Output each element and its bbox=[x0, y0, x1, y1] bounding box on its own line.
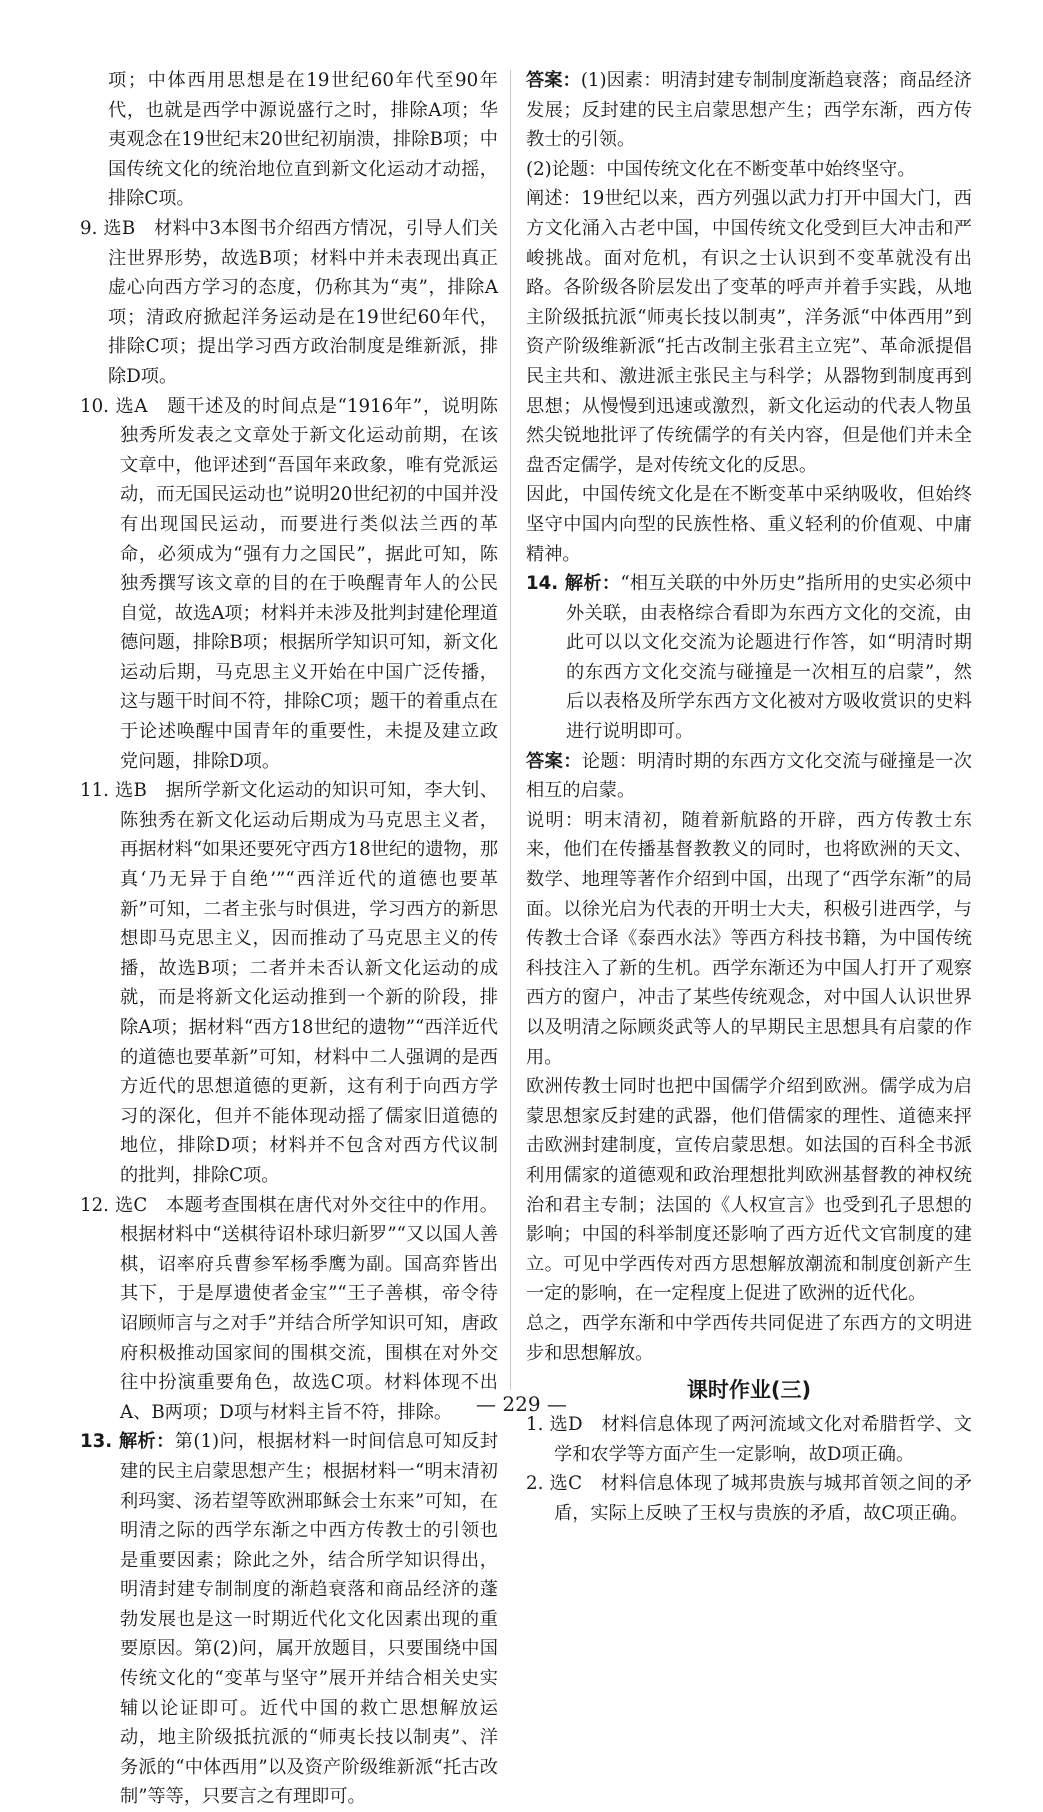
answer-item-10: 10. 选A 题干述及的时间点是“1916年”，说明陈独秀所发表之文章处于新文化运动前期，在该文章中，他评述到“吾国年来政象，唯有党派运动，而无国民运动也”说明20世纪初的中国并没有出现国民运动，而要进行类似法兰西的革命，必须成为“强有力之国民”，据此可知，陈独秀撰写该文章的目的在于唤醒青年人的公民自觉，故选A项；材料并未涉及批判封建伦理道德问题，排除B项；根据所学知识可知，新文化运动后期，马克思主义开始在中国广泛传播，这与题干时间不符，排除C项；题干的着重点在于论述唤醒中国青年的重要性，未提及建立政党问题，排除D项。 bbox=[80, 395, 499, 772]
answer-item-14 bbox=[526, 569, 972, 747]
answer-item-12: 12. 选C 本题考查围棋在唐代对外交往中的作用。根据材料中“送棋待诏朴球归新罗”“又以国人善棋，诏率府兵曹参军杨季鹰为副。国高弈皆出其下，于是厚遗使者金宝”“王子善棋，帝令待诏顾师言与之对手”并结合所学知识可知，唐政府积极推动国家间的围棋交流，围棋在对外交往中扮演重要角色，故选C项。材料体现不出A、B两项；D项与材料主旨不符，排除。 bbox=[80, 1194, 498, 1423]
answer-13-part3: 阐述：19世纪以来，西方列强以武力打开中国大门，西方文化涌入古老中国，中国传统文化受到巨大冲击和严峻挑战。面对危机，有识之士认识到不变革就没有出路。各阶级各阶层发出了变革的呼声并着手实践，从地主阶级抵抗派“师夷长技以制夷”，洋务派“中体西用”到资产阶级维新派“托古改制主张君主立宪”、革命派提倡民主共和、激进派主张民主与科学；从器物到制度再到思想；从慢慢到迅速或激烈，新文化运动的代表人物虽然尖锐地批评了传统儒学的有关内容，但是他们并未全盘否定儒学，是对传统文化的反思。 bbox=[526, 188, 972, 476]
answer-item-11: 11. 选B 据所学新文化运动的知识可知，李大钊、陈独秀在新文化运动后期成为马克思主义者，再据材料“如果还要死守西方18世纪的遗物，那真‘乃无异于自绝’”“西洋近代的道德也要革新”可知，二者主张与时俱进，学习西方的新思想即马克思主义，因而推动了马克思主义的传播，故选B项；二者并未否认新文化运动的成就，而是将新文化运动推到一个新的阶段，排除A项；据材料“西方18世纪的遗物”“西洋近代的道德也要革新”可知，材料中二人强调的是西方近代的思想道德的更新，这有利于向西方学习的深化，但并不能体现动摇了儒家旧道德的地位，排除D项；材料并不包含对西方代议制的批判，排除C项。 bbox=[80, 780, 499, 1186]
analysis-text: “相互关联的中外历史”指所用的史实必须中外关联，由表格综合看即为东西方文化的交流，由此可以以文化交流为论题进行作答，如“明清时期的东西方文化交流与碰撞是一次相互的启蒙”，然后以表格及所学东西方文化被对方吸收赏识的史料进行说明即可。 bbox=[566, 573, 972, 743]
answer-14-part3: 欧洲传教士同时也把中国儒学介绍到欧洲。儒学成为启蒙思想家反封建的武器，他们借儒家的理性、道德来抨击欧洲封建制度，宣传启蒙思想。如法国的百科全书派利用儒家的道德观和政治理想批判欧洲基督教的神权统治和君主专制；法国的《人权宣言》也受到孔子思想的影响；中国的科举制度还影响了西方近代文官制度的建立。可见中学西传对西方思想解放潮流和制度创新产生一定的影响，在一定程度上促进了欧洲的近代化。 bbox=[526, 1076, 972, 1305]
analysis-label: 13. 解析： bbox=[80, 1431, 175, 1453]
analysis-text: 第(1)问，根据材料一时间信息可知反封建的民主启蒙思想产生；根据材料一“明末清初利玛窦、汤若望等欧洲耶稣会士东来”可知，在明清之际的西学东渐之中西方传教士的引领也是重要因素；除此之外，结合所学知识得出，明清封建专制制度的渐趋衰落和商品经济的蓬勃发展也是这一时期近代化文化因素出现的重要原因。第(2)问，属开放题目，只要围绕中国传统文化的“变革与坚守”展开并结合相关史实辅以论证即可。近代中国的救亡思想解放运动，地主阶级抵抗派的“师夷长技以制夷”、洋务派的“中体西用”以及资产阶级维新派“托古改制”等等，只要言之有理即可。 bbox=[120, 1431, 499, 1808]
q8-continuation: 项；中体西用思想是在19世纪60年代至90年代，也就是西学中源说盛行之时，排除A项；华夷观念在19世纪末20世纪初崩溃，排除B项；中国传统文化的统治地位直到新文化运动才动摇，排除C项。 bbox=[108, 70, 498, 210]
answer-13-factors: (1)因素：明清封建专制制度渐趋衰落；商品经济发展；反封建的民主启蒙思想产生；西学东渐，西方传教士的引领。 bbox=[526, 70, 972, 151]
answer-item-9: 9. 选B 材料中3本图书介绍西方情况，引导人们关注世界形势，故选B项；材料中并未表现出真正虚心向西方学习的态度，仍称其为“夷”，排除A项；清政府掀起洋务运动是在19世纪60年代，排除C项；提出学习西方政治制度是维新派，排除D项。 bbox=[80, 217, 498, 387]
column-divider bbox=[510, 70, 511, 1390]
answer-label: 答案： bbox=[526, 750, 582, 772]
section-item-1: 1. 选D 材料信息体现了两河流域文化对希腊哲学、文学和农学等方面产生一定影响，故D项正确。 bbox=[526, 1414, 972, 1465]
answer-14-part1 bbox=[526, 747, 972, 806]
right-column bbox=[526, 66, 972, 1529]
answer-14-topic: 论题：明清时期的东西方文化交流与碰撞是一次相互的启蒙。 bbox=[526, 750, 972, 802]
analysis-label: 14. 解析： bbox=[526, 573, 621, 595]
left-column bbox=[80, 66, 498, 1812]
section-title: 课时作业(三) bbox=[686, 1378, 812, 1403]
answer-14-part2: 说明：明末清初，随着新航路的开辟，西方传教士东来，他们在传播基督教教义的同时，也将欧洲的天文、数学、地理等著作介绍到中国，出现了“西学东渐”的局面。以徐光启为代表的开明士大夫，积极引进西学，与传教士合译《泰西水法》等西方科技书籍，为中国传统科技注入了新的生机。西学东渐还为中国人打开了观察西方的窗户，冲击了某些传统观念，对中国人认识世界以及明清之际顾炎武等人的早期民主思想具有启蒙的作用。 bbox=[526, 809, 972, 1068]
answer-13-part4: 因此，中国传统文化是在不断变革中采纳吸收，但始终坚守中国内向型的民族性格、重义轻利的价值观、中庸精神。 bbox=[526, 484, 972, 565]
section-item-2: 2. 选C 材料信息体现了城邦贵族与城邦首领之间的矛盾，实际上反映了王权与贵族的矛盾，故C项正确。 bbox=[526, 1473, 972, 1524]
answer-13-part1 bbox=[526, 66, 972, 155]
answer-14-part4: 总之，西学东渐和中学西传共同促进了东西方的文明进步和思想解放。 bbox=[526, 1312, 972, 1364]
answer-item-13 bbox=[80, 1427, 498, 1812]
answer-label: 答案： bbox=[526, 70, 581, 91]
answer-13-part2: (2)论题：中国传统文化在不断变革中始终坚守。 bbox=[526, 158, 916, 180]
page-number: — 229 — bbox=[476, 1392, 567, 1416]
